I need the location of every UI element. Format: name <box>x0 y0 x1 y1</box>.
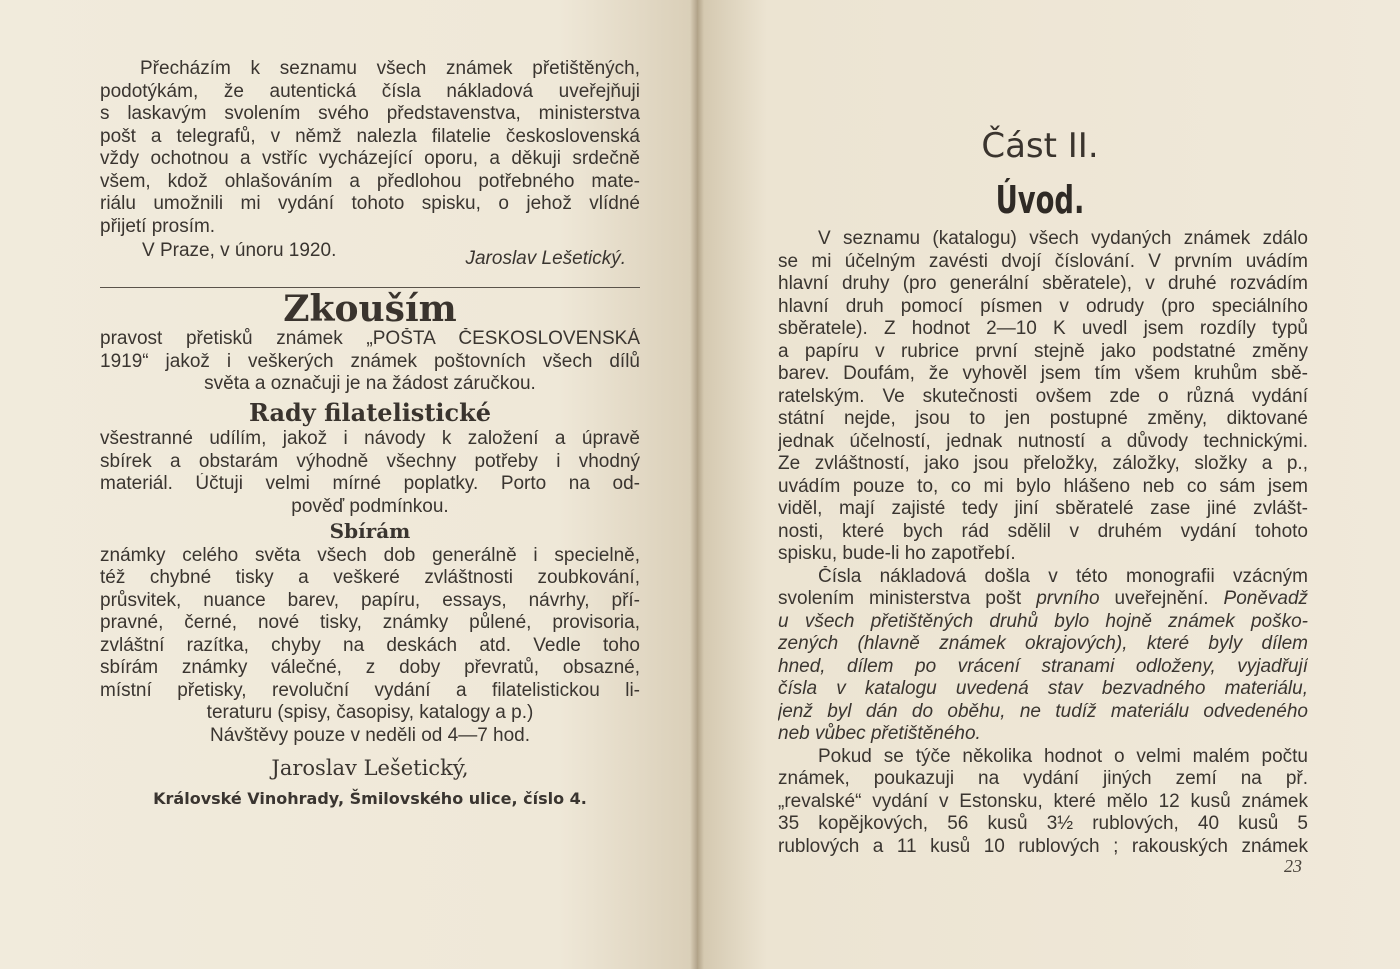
body-line-italic: čísla v katalogu uvedená stav bezvadného materiálu, <box>778 678 1308 699</box>
author-signature: Jaroslav Lešetický. <box>465 248 626 269</box>
advertiser-address: Královské Vinohrady, Šmilovského ulice, číslo 4. <box>153 788 587 808</box>
body-line: a papíru v rubrice první stejně jako podstatné změny <box>778 340 1308 362</box>
body-line: Pokud se týče několika hodnot o velmi malém počtu <box>818 745 1308 767</box>
left-column <box>100 58 640 810</box>
body-line-italic: u všech přetištěných druhů bylo hojně známek poško- <box>778 610 1308 632</box>
ad-line: též chybné tisky a veškeré zvláštnosti zoubkování, <box>100 567 640 588</box>
ad-line: světa a označuji je na žádost záručkou. <box>204 373 536 394</box>
part-title: Část II. <box>981 126 1099 166</box>
preface-line: podotýkám, že autentická čísla nákladová uveřejňuji <box>100 80 640 102</box>
ad-heading-sbiram: Sbírám <box>329 519 411 543</box>
body-line: nosti, které bych rád sdělil v druhém vydání tohoto <box>778 520 1308 542</box>
body-line: hlavní druh pomocí písmen v odrudy (pro speciálního <box>778 295 1308 317</box>
ad-heading-zkousim: Zkouším <box>283 287 457 330</box>
ad-line: pravost přetisků známek „POŠTA ČESKOSLOVENSKÁ <box>100 328 640 349</box>
ad-line: místní přetisky, revoluční vydání a filatelistickou li- <box>100 679 640 701</box>
preface-line: riálu umožnili mi vydání tohoto spisku, o jehož vlídné <box>100 193 640 214</box>
preface-paragraph <box>100 58 640 238</box>
body-line: se mi účelným zavésti dvojí číslování. V prvním uvádím <box>778 250 1308 272</box>
ad-line: všestranné udílím, jakož i návody k založení a úpravě <box>100 428 640 449</box>
ad-line: materiál. Účtuji velmi mírné poplatky. Porto na od- <box>100 473 640 494</box>
body-line: ratelským. Ve skutečnosti ovšem zde o různá vydání <box>778 385 1308 407</box>
body-line-italic: hned, dílem po vrácení stranami odloženy, vyjadřují <box>778 655 1308 677</box>
body-line-italic: jenž byl dán do oběhu, ne tudíž materiálu odvedeného <box>778 700 1308 722</box>
body-line-italic: neb vůbec přetištěného. <box>778 723 981 744</box>
preface-line: s laskavým svolením svého představenstva, ministerstva <box>100 103 640 124</box>
place-date: V Praze, v únoru 1920. <box>142 240 337 261</box>
preface-line: pošt a telegrafů, v němž nalezla filatelie československá <box>100 125 640 147</box>
ad-line: průsvitek, nuance barev, papíru, essays, návrhy, pří- <box>100 589 640 611</box>
preface-line: všem, kdož ohlašováním a předlohou potřebného mate- <box>100 170 640 192</box>
text-run: uveřejnění. <box>1114 588 1209 609</box>
ad-line: sbírek a obstarám výhodně všechny potřeby i vhodný <box>100 450 640 472</box>
body-line: spisku, bude-li ho zapotřebí. <box>778 543 1016 564</box>
section-title: Úvod. <box>995 178 1085 222</box>
ad-line: sbírám známky válečné, z doby převratů, obsazné, <box>100 657 640 678</box>
body-line: rublových a 11 kusů 10 rublových ; rakouských známek <box>778 835 1308 857</box>
body-line: státní nejde, jsou to jen postupné změny, diktované <box>778 408 1308 429</box>
book-gutter <box>690 0 704 969</box>
preface-line: Přecházím k seznamu všech známek přetištěných, <box>140 58 640 79</box>
body-line: V seznamu (katalogu) všech vydaných známek zdálo <box>818 228 1308 249</box>
ad-line: pověď podmínkou. <box>291 495 449 517</box>
body-line-italic: zených (hlavně známek okrajových), které byly dílem <box>778 633 1308 654</box>
ad-line: zvláštní razítka, chyby na deskách atd. Vedle toho <box>100 634 640 656</box>
text-run: svolením ministerstva pošt <box>778 588 1022 609</box>
ad-line: teraturu (spisy, časopisy, katalogy a p.) <box>206 702 534 723</box>
text-run-italic: prvního <box>1036 588 1100 609</box>
body-line: uvádím pouze to, co mi bylo hlášeno neb co sám jsem <box>778 475 1308 497</box>
visiting-hours: Návštěvy pouze v neděli od 4—7 hod. <box>209 724 531 746</box>
body-line: barev. Doufám, že vyhověl jsem tím všem kruhům sbě- <box>778 363 1308 384</box>
body-line: 35 kopějkových, 56 kusů 3½ rublových, 40 kusů 5 <box>778 813 1308 834</box>
body-line-mixed <box>778 588 1308 611</box>
preface-line: přijetí prosím. <box>100 215 216 237</box>
body-line: jednak účelností, jednak nutností a důvody technickými. <box>778 430 1308 452</box>
body-line: Čísla nákladová došla v této monografii vzácným <box>818 565 1308 587</box>
text-run-italic: Poněvadž <box>1223 588 1308 609</box>
advertiser-signature: Jaroslav Lešetický, <box>271 756 469 780</box>
body-line: Ze zvláštností, jako jsou přeložky, záložky, složky a p., <box>778 453 1308 474</box>
ad-line: 1919“ jakož i veškerých známek poštovních všech dílů <box>100 350 640 372</box>
preface-line: vždy ochotnou a vstříc vycházející oporu, a děkuji srdečně <box>100 148 640 169</box>
body-line: „revalské“ vydání v Estonsku, které mělo 12 kusů známek <box>778 790 1308 812</box>
page-number: 23 <box>1284 856 1302 876</box>
ad-heading-rady: Rady filatelistické <box>248 397 492 427</box>
body-line: hlavní druhy (pro generální sběratele), v druhé rozvádím <box>778 273 1308 294</box>
ad-line: známky celého světa všech dob generálně i specielně, <box>100 544 640 566</box>
ad-line: pravné, černé, nové tisky, známky půlené, provisoria, <box>100 612 640 633</box>
right-column <box>778 228 1308 858</box>
body-line: viděl, mají zajisté tedy jiní sběratelé zase jiné zvlášt- <box>778 498 1308 519</box>
preface-signature-row <box>100 240 640 271</box>
body-line: známek, poukazuji na vydání jiných zemí na př. <box>778 768 1308 789</box>
body-line: sběratele). Z hodnot 2—10 K uvedl jsem rozdíly typů <box>778 318 1308 339</box>
left-page <box>0 0 697 969</box>
